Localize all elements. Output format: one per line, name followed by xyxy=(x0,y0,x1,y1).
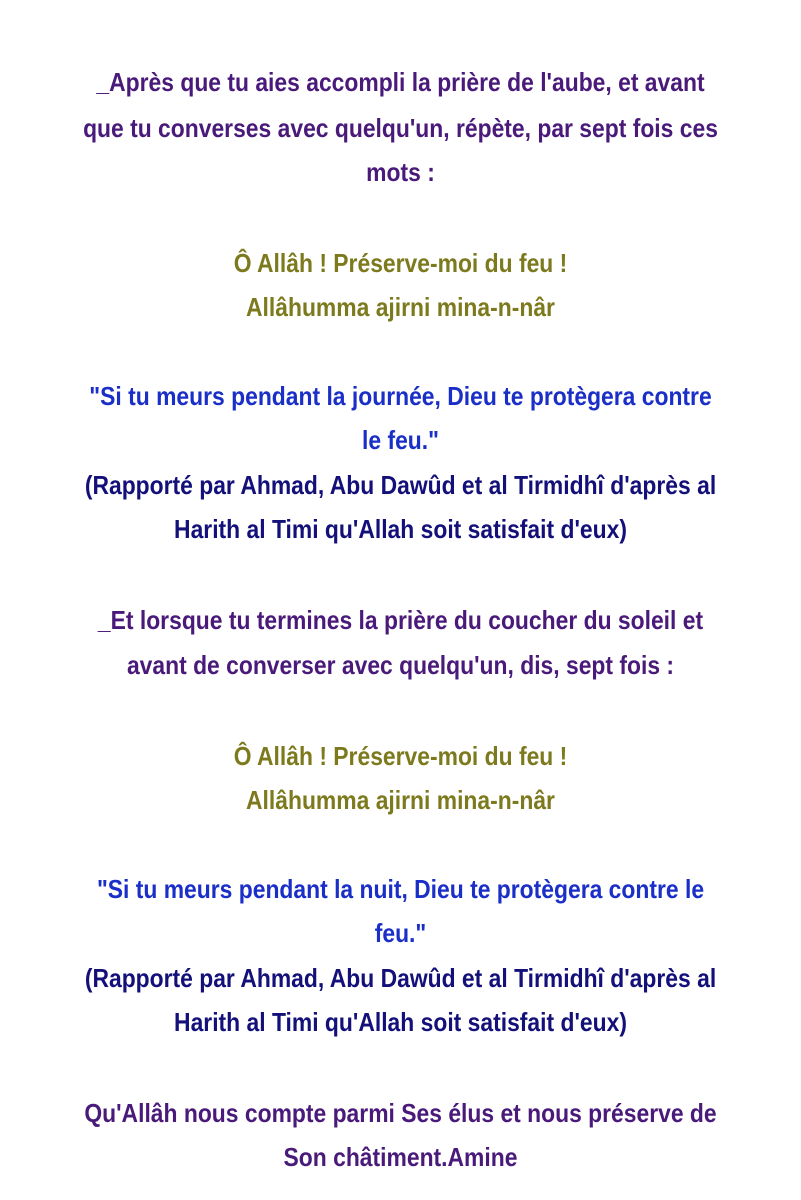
source-line: (Rapporté par Ahmad, Abu Dawûd et al Tirmidhî d'après al xyxy=(84,470,717,500)
hadith-line: "Si tu meurs pendant la nuit, Dieu te protègera contre le xyxy=(96,874,705,904)
instruction-line: mots : xyxy=(366,157,435,187)
source-line: Harith al Timi qu'Allah soit satisfait d'eux) xyxy=(174,1007,627,1037)
instruction-line: _Après que tu aies accompli la prière de l'aube, et avant xyxy=(96,67,705,97)
invocation-line: Allâhumma ajirni mina-n-nâr xyxy=(246,785,555,815)
invocation-line: Ô Allâh ! Préserve-moi du feu ! xyxy=(233,248,568,278)
source-line: Harith al Timi qu'Allah soit satisfait d'eux) xyxy=(174,514,627,544)
closing-line: Son châtiment.Amine xyxy=(283,1142,518,1172)
instruction-line: avant de converser avec quelqu'un, dis, sept fois : xyxy=(126,650,675,680)
instruction-line: _Et lorsque tu termines la prière du coucher du soleil et xyxy=(97,605,704,635)
invocation-line: Allâhumma ajirni mina-n-nâr xyxy=(246,292,555,322)
instruction-line: que tu converses avec quelqu'un, répète, par sept fois ces xyxy=(83,113,718,143)
hadith-line: feu." xyxy=(374,918,427,948)
hadith-line: "Si tu meurs pendant la journée, Dieu te protègera contre xyxy=(89,381,712,411)
closing-line: Qu'Allâh nous compte parmi Ses élus et nous préserve de xyxy=(84,1098,717,1128)
invocation-line: Ô Allâh ! Préserve-moi du feu ! xyxy=(233,741,568,771)
source-line: (Rapporté par Ahmad, Abu Dawûd et al Tirmidhî d'après al xyxy=(84,963,717,993)
hadith-line: le feu." xyxy=(362,425,439,455)
